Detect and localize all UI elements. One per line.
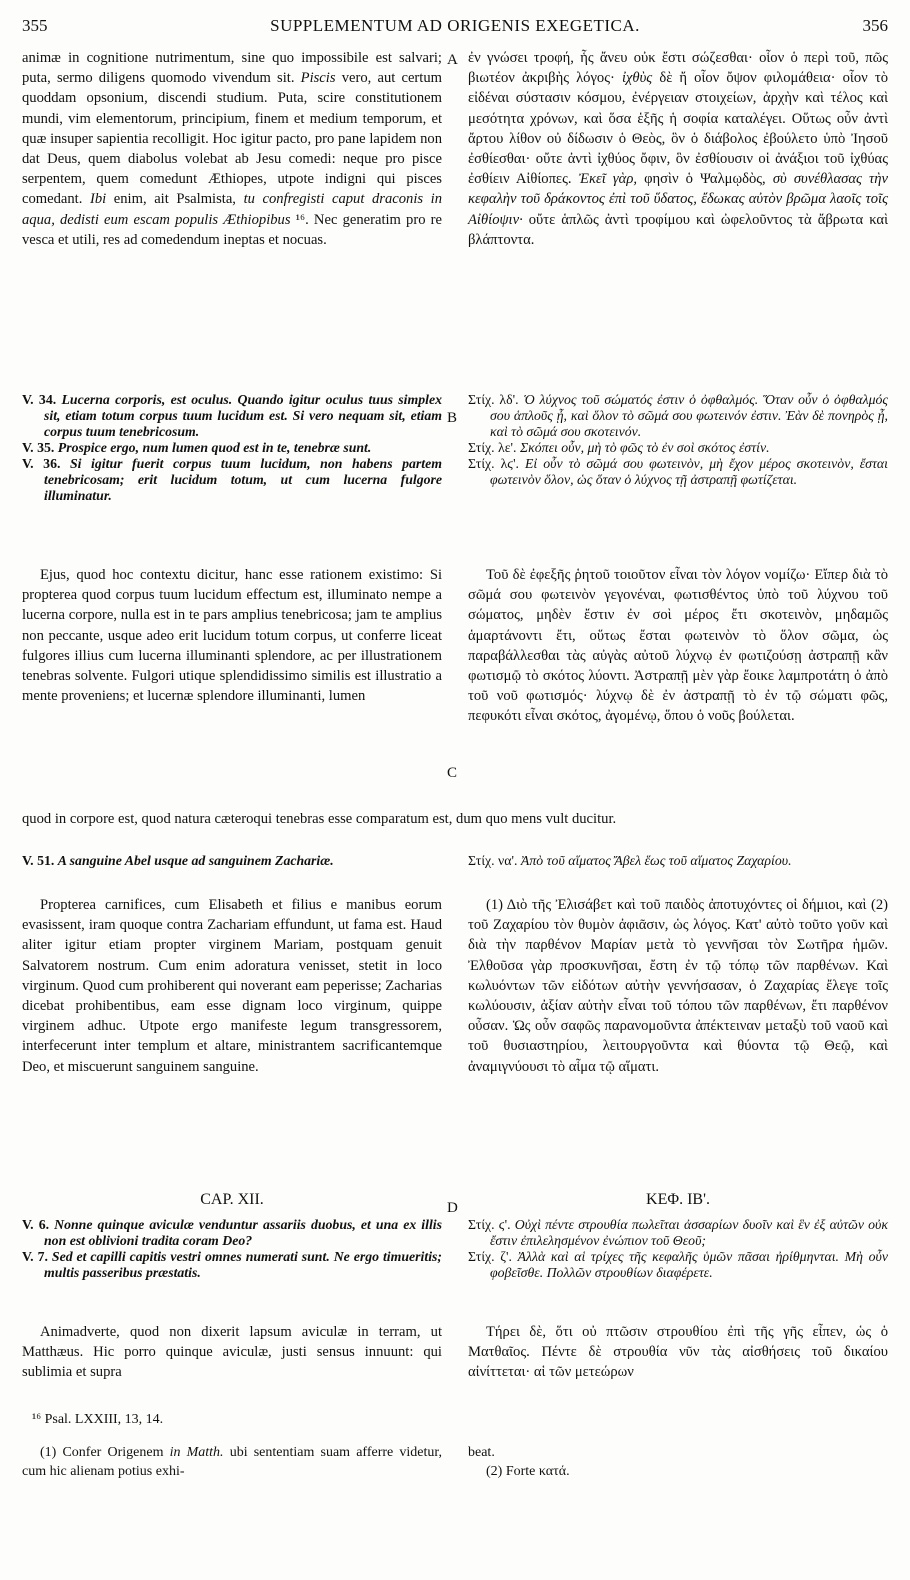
footnote-1-continued: beat. xyxy=(468,1445,495,1460)
verse-greek-36: Στίχ. λϛ'. Εἰ οὖν τὸ σῶμά σου φωτεινὸν, μὴ ἔχον μέρος σκοτεινὸν, ἔσται φωτεινὸν ὅλον, ὡς ὅταν ὁ λύχνος τῇ ἀστραπῇ φωτίζεται. xyxy=(468,456,889,487)
greek-commentary-3: (1) Διὸ τῆς Ἐλισάβετ καὶ τοῦ παιδὸς ἀποτυχόντες οἱ δήμιοι, καὶ (2) τοῦ Ζαχαρίου τὸν θυμὸν ἀφιᾶσιν, ὡς λόγος. Κατ' αὐτὸ τοῦτο γοῦν καὶ διὰ τὴν παρθένον Μαρίαν μετὰ τὸ γεννῆσαι τὸν Σωτῆρα ἡμῶν. Ἐλθοῦσα γὰρ προσκυνῆσαι, ἔστη ἐν τῷ τόπῳ τῶν παρθένων. Καὶ κωλυόντων τῶν εἰδότων αὐτὴν γεννήσασαν, ὁ Ζαχαρίας ἔλεγε τοῖς κωλύουσιν, ἀξίαν αὐτὴν εἶναι τοῦ τόπου τῶν παρθένων, ἔτι παρθένον οὖσαν. Ὡς οὖν σαφῶς παρανομοῦντα ἀπέκτειναν μεταξὺ τοῦ ναοῦ καὶ τοῦ θυσιαστηρίου, λειτουργοῦντα καὶ θύοντα τῷ Θεῷ, καὶ ἀναμιγνύουσι τὸ αἷμα τῷ αἵματι. xyxy=(468,897,888,1075)
greek-verses-6-7 xyxy=(468,1217,888,1281)
latin-verses-34-36 xyxy=(22,392,442,504)
marker-c: C xyxy=(447,765,458,781)
marker-b: B xyxy=(447,410,458,426)
greek-commentary-4: Τήρει δὲ, ὅτι οὐ πτῶσιν στρουθίου ἐπὶ τῆς γῆς εἶπεν, ὡς ὁ Ματθαῖος. Πέντε δὲ στρουθία νῦν τὰς αἰσθήσεις τοῦ δικαίου αἰνίττεται· αἱ τῶν μετεώρων xyxy=(468,1324,888,1381)
marker-d: D xyxy=(447,1200,458,1216)
latin-commentary-4: Animadverte, quod non dixerit lapsum aviculæ in terram, ut Matthæus. Hic porro quinque aviculæ, justi sensus innuunt: qui sublimia et supra xyxy=(22,1324,442,1381)
latin-full-width-line: quod in corpore est, quod natura cæteroqui tenebras esse comparatum est, dum quo mens vult ducitur. xyxy=(22,811,617,827)
chapter-heading-latin: CAP. XII. xyxy=(200,1191,264,1208)
verse-latin-7: V. 7. Sed et capilli capitis vestri omnes numerati sunt. Ne ergo timueritis; multis passeribus præstatis. xyxy=(22,1249,442,1280)
verse-latin-6: V. 6. Nonne quinque aviculæ venduntur assariis duobus, et una ex illis non est oblivioni tradita coram Deo? xyxy=(22,1217,442,1248)
latin-commentary-2: Ejus, quod hoc contextu dicitur, hanc esse rationem existimo: Si propterea quod corpus tuum lucidum effectum est, illuminato nempe a lucerna corpore, nulla est in te pars amplius tenebricosa; jam te amplius non peccante, usque adeo erit lucidum totum corpus, ut conferre liceat fulgores illius cum lucerna illuminanti splendore, ac per illustrationem tenebras solvente. Fulgori utique splendidissimo similis est illustratio a mente proveniens; et lucernæ splendore illuminanti, lumen xyxy=(22,567,442,705)
chapter-heading-greek: ΚΕΦ. ΙΒ'. xyxy=(646,1191,710,1208)
greek-verses-34-36 xyxy=(468,392,888,488)
verse-latin-35: V. 35. Prospice ergo, num lumen quod est in te, tenebræ sunt. xyxy=(22,440,372,455)
verse-greek-34: Στίχ. λδ'. Ὁ λύχνος τοῦ σώματός ἐστιν ὁ ὀφθαλμός. Ὅταν οὖν ὁ ὀφθαλμός σου ἁπλοῦς ᾖ, καὶ ὅλον τὸ σῶμά σου φωτεινόν ἐστιν. Ἐὰν δὲ πονηρὸς ᾖ, καὶ τὸ σῶμά σου σκοτεινόν. xyxy=(468,392,889,439)
marker-a: A xyxy=(447,52,458,68)
footnotes-left xyxy=(22,1410,442,1481)
greek-verse-51: Στίχ. να'. Ἀπὸ τοῦ αἵματος Ἄβελ ἕως τοῦ αἵματος Ζαχαρίου. xyxy=(468,853,792,868)
latin-commentary-1: animæ in cognitione nutrimentum, sine quo impossibile est salvari; puta, sermo diligens quomodo vivendum sit. Piscis vero, aut certum quoddam opsonium, discendi studium. Puta, scire constitutionem mundi, vim elementorum, principium, finem et medium temporum, et quæ insuper sapientia recolligit. Hoc igitur pacto, pro pane lapidem non dat Deus, quem diabolus volebat ab Jesu comedi: neque pro pisce serpentem, quem comedunt Æthiopes, utpote indigni qui pisces comedant. Ibi enim, ait Psalmista, tu confregisti caput draconis in aqua, dedisti eum escam populis Æthiopibus ¹⁶. Nec generatim pro re vesca et utili, res ad comedendum ineptas et nocuas. xyxy=(22,50,442,248)
running-title: SUPPLEMENTUM AD ORIGENIS EXEGETICA. xyxy=(270,16,640,35)
footnote-16: ¹⁶ Psal. LXXIII, 13, 14. xyxy=(32,1412,164,1427)
latin-commentary-3: Propterea carnifices, cum Elisabeth et filius e manibus eorum evasissent, iram quoque contra Zachariam effundunt, ut fama est. Haud aliter igitur etiam propter virginem Mariam, postquam genuit Salvatorem nostrum. Cum enim adoratura venisset, stetit in loco virginum. Quod cum prohiberent qui noverant eam peperisse; Zacharias dicebat prohibentibus, eam esse dignam loco virginum, quippe virginem adhuc. Utpote ergo manifeste legum transgressorem, interfecerunt inter templum et altare, ministrantem sacrificantemque Deo, et miscuerunt sanguinem sanguine. xyxy=(22,897,442,1075)
footnote-2: (2) Forte κατά. xyxy=(486,1464,570,1479)
verse-latin-34: V. 34. Lucerna corporis, est oculus. Quando igitur oculus tuus simplex sit, etiam totum corpus tuum lucidum est. Si vero nequam sit, etiam corpus tuum tenebricosum. xyxy=(22,392,442,439)
greek-commentary-2: Τοῦ δὲ ἐφεξῆς ῥητοῦ τοιοῦτον εἶναι τὸν λόγον νομίζω· Εἴπερ διὰ τὸ σῶμά σου φωτεινὸν γεγονέναι, φωτισθέντος ὑπὸ τοῦ λύχνου τοῦ σώματος, μηδὲν ἔστιν ἐν σοὶ μέρος ἔτι σκοτεινὸν, μηδαμῶς ἁμαρτάνοντι ἔτι, οὕτως ἔσται φωτεινὸν τὸ ὅλον σῶμα, ὡς παραβάλλεσθαι τὰς αὐγὰς αὐτοῦ λύχνῳ ἐν φωτιζούσῃ ἀστραπῇ κἂν φωτισμῷ τὸ σκότος λύοντι. Ἀστραπῇ μὲν γὰρ ἔοικε λαμπροτάτη ὁ ἀπὸ τοῦ νοῦ φωτισμός· λύχνῳ δὲ ἐν ἀστραπῇ τὸ ἐν τῷ σώματι φῶς, πεφυκότι εἶναι σκότος, ἀγομένῳ, ὅπου ὁ νοῦς βούλεται. xyxy=(468,567,888,725)
running-header xyxy=(22,16,888,40)
footnotes-right xyxy=(468,1443,888,1481)
greek-commentary-1: ἐν γνώσει τροφή, ἧς ἄνευ οὐκ ἔστι σώζεσθαι· οἷον ὁ περὶ τοῦ, πῶς βιωτέον ἀκριβὴς λόγος· ἰχθὺς δὲ ἤ οἷον ὄψον φιλομάθεια· οἷον τὸ εἰδέναι σύστασιν κόσμου, ἐνέργειαν στοιχείων, ἀρχὴν καὶ τέλος καὶ μεσότητα χρόνων, καὶ ὅσα ἑξῆς ἡ σοφία καταλέγει. Οὕτως οὖν ἀντὶ ἄρτου λίθον οὐ δίδωσιν ὁ Θεὸς, ὃν ὁ διάβολος ἐβούλετο ὑπὸ Ἰησοῦ ἐσθίεσθαι· οὔτε ἀντὶ ἰχθύος ὄφιν, ὃν ἐσθίουσιν οἱ ἀνάξιοι τοῦ ἰχθύας ἐσθίειν Αἰθίοπες. Ἐκεῖ γὰρ, φησὶν ὁ Ψαλμῳδὸς, σὺ συνέθλασας τὴν κεφαλὴν τοῦ δράκοντος ἐπὶ τοῦ ὕδατος, ἔδωκας αὐτὸν βρῶμα λαοῖς τοῖς Αἰθίοψιν· οὔτε ἁπλῶς ἀντὶ τροφίμου καὶ ὠφελοῦντος τὰ ἄβρωτα καὶ βλάπτοντα. xyxy=(468,50,889,248)
verse-greek-6: Στίχ. ϛ'. Οὐχὶ πέντε στρουθία πωλεῖται ἀσσαρίων δυοῖν καὶ ἓν ἐξ αὐτῶν οὐκ ἔστιν ἐπιλελησμένον ἐνώπιον τοῦ Θεοῦ; xyxy=(468,1217,888,1248)
latin-verses-6-7 xyxy=(22,1217,442,1281)
verse-latin-36: V. 36. Si igitur fuerit corpus tuum lucidum, non habens partem tenebricosam; erit lucidum totum, ut cum lucerna fulgore illuminatur. xyxy=(22,456,442,503)
page-number-right: 356 xyxy=(862,16,888,35)
verse-greek-35: Στίχ. λε'. Σκόπει οὖν, μὴ τὸ φῶς τὸ ἐν σοὶ σκότος ἐστίν. xyxy=(468,440,770,455)
verse-greek-7: Στίχ. ζ'. Ἀλλὰ καὶ αἱ τρίχες τῆς κεφαλῆς ὑμῶν πᾶσαι ἠρίθμηνται. Μὴ οὖν φοβεῖσθε. Πολλῶν στρουθίων διαφέρετε. xyxy=(468,1249,888,1280)
latin-verse-51: V. 51. A sanguine Abel usque ad sanguinem Zachariæ. xyxy=(22,853,334,868)
footnote-1: (1) Confer Origenem in Matth. ubi sententiam suam afferre videtur, cum hic alienam potius exhi- xyxy=(22,1445,442,1479)
page-number-left: 355 xyxy=(22,16,48,35)
